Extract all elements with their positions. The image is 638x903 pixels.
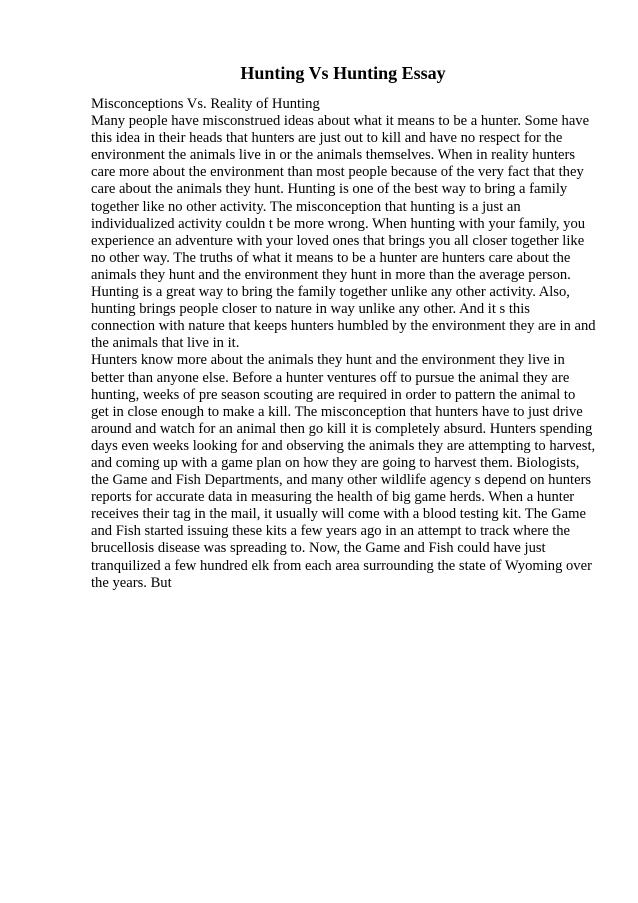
body-paragraph-1: Many people have misconstrued ideas about what it means to be a hunter. Some have this idea in their heads that hunters are just out to kill and have no respect for the environment the animals live in or the animals themselves. When in reality hunters care more about the environment than most people because of the very fact that they care about the animals they hunt. Hunting is one of the best way to bring a family together like no other activity. The misconception that hunting is a just an individualized activity couldn t be more wrong. When hunting with your family, you experience an adventure with your loved ones that brings you all closer together like no other way. The truths of what it means to be a hunter are hunters care about the animals they hunt and the environment they hunt in more than the average person. Hunting is a great way to bring the family together unlike any other activity. Also, hunting brings people closer to nature in way unlike any other. And it s this connection with nature that keeps hunters humbled by the environment they are in and the animals that live in it. — [91, 113, 596, 352]
body-paragraph-2: Hunters know more about the animals they hunt and the environment they live in better than anyone else. Before a hunter ventures off to pursue the animal they are hunting, weeks of pre season scouting are required in order to pattern the animal to get in close enough to make a kill. The misconception that hunters have to just drive around and watch for an animal then go kill it is completely absurd. Hunters spending days even weeks looking for and observing the animals they are attempting to harvest, and coming up with a game plan on how they are going to harvest them. Biologists, the Game and Fish Departments, and many other wildlife agency s depend on hunters reports for accurate data in measuring the health of big game herds. When a hunter receives their tag in the mail, it usually will come with a blood testing kit. The Game and Fish started issuing these kits a few years ago in an attempt to track where the brucellosis disease was spreading to. Now, the Game and Fish could have just tranquilized a few hundred elk from each area surrounding the state of Wyoming over the years. But — [91, 352, 596, 591]
document-title: Hunting Vs Hunting Essay — [240, 63, 446, 83]
section-heading: Misconceptions Vs. Reality of Hunting — [91, 96, 320, 112]
document-body — [91, 96, 596, 592]
